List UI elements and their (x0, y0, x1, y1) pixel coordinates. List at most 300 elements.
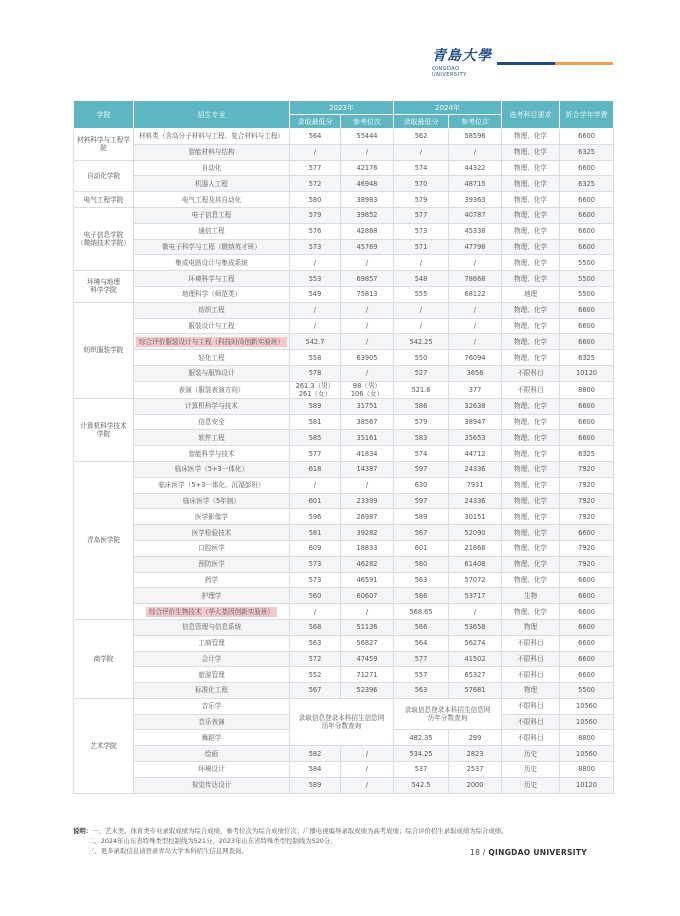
subject-requirement: 物理、化学 (502, 461, 560, 477)
min-score-2024: 564 (394, 635, 449, 651)
major-name: 音乐表演 (198, 718, 225, 727)
major-name: 会计学 (201, 654, 222, 663)
tuition-fee: 6325 (560, 176, 614, 192)
major-cell (134, 730, 290, 746)
min-score-2023: 578 (290, 365, 341, 381)
rank-2023: 60607 (341, 588, 394, 604)
page-footer (470, 848, 587, 857)
rank-2024: 47798 (449, 239, 502, 255)
college-cell: 材料科学与工程学院 (74, 129, 134, 161)
tuition-fee: 8800 (560, 381, 614, 398)
note-line-2: 二、2024年山东省特殊类型控制线为521分，2023年山东省特殊类型控制线为520分。 (88, 837, 337, 845)
major-name: 音乐学 (201, 702, 222, 711)
rank-2023: / (341, 777, 394, 793)
major-cell (134, 334, 290, 350)
rank-2023: 52396 (341, 683, 394, 699)
min-score-2023: 618 (290, 461, 341, 477)
min-score-2023: 580 (290, 192, 341, 208)
min-score-2023: 601 (290, 493, 341, 509)
rank-2023: 98（男） 106（女） (341, 381, 394, 398)
tuition-fee: 6600 (560, 572, 614, 588)
major-name: 信息管理与信息系统 (181, 623, 242, 632)
university-logo (432, 48, 494, 82)
header-college: 学院 (74, 101, 134, 129)
min-score-2023: 577 (290, 446, 341, 462)
subject-requirement: 物理、化学 (502, 556, 560, 572)
header-min-score-2024: 录取最低分 (394, 115, 449, 129)
min-score-2024: 566 (394, 588, 449, 604)
major-cell (134, 572, 290, 588)
table-row (74, 619, 614, 635)
major-cell (134, 144, 290, 160)
tuition-fee: 6600 (560, 239, 614, 255)
college-cell: 纺织服装学院 (74, 302, 134, 398)
subject-requirement: 物理、化学 (502, 192, 560, 208)
major-name: 绘画 (204, 749, 219, 758)
min-score-2023: 582 (290, 746, 341, 762)
min-score-2024: 527 (394, 365, 449, 381)
rank-2024: 30151 (449, 509, 502, 525)
major-name: 微电子科学与工程（微纳英才班） (162, 242, 261, 251)
rank-2023: / (341, 255, 394, 271)
major-cell (134, 667, 290, 683)
rank-2023: 45769 (341, 239, 394, 255)
subject-requirement: 不限科目 (502, 381, 560, 398)
table-row (74, 698, 614, 714)
tuition-fee: 6600 (560, 398, 614, 414)
min-score-2024: 586 (394, 398, 449, 414)
major-cell (134, 604, 290, 620)
major-cell (134, 365, 290, 381)
min-score-2024: 574 (394, 160, 449, 176)
min-score-2023: 581 (290, 525, 341, 541)
major-cell (134, 129, 290, 145)
rank-2024: 53717 (449, 588, 502, 604)
rank-2024: 21666 (449, 540, 502, 556)
min-score-2023: 579 (290, 207, 341, 223)
header-year-2024: 2024年 (394, 101, 502, 115)
major-name: 服装设计与工程 (188, 321, 235, 330)
min-score-2024: 577 (394, 651, 449, 667)
table-row (74, 588, 614, 604)
table-row (74, 192, 614, 208)
min-score-2024: / (394, 144, 449, 160)
header-major: 招生专业 (134, 101, 290, 129)
major-cell (134, 635, 290, 651)
rank-2023: / (341, 318, 394, 334)
major-cell (134, 350, 290, 366)
min-score-2024: 562 (394, 129, 449, 145)
min-score-2023: 563 (290, 635, 341, 651)
min-score-2024: 542.25 (394, 334, 449, 350)
subject-requirement: 不限科目 (502, 714, 560, 730)
major-name: 轻化工程 (198, 353, 225, 362)
rank-2023: 63905 (341, 350, 394, 366)
min-score-2024: / (394, 318, 449, 334)
header-rank-2023: 参考位次 (341, 115, 394, 129)
logo-english-text: QINGDAO UNIVERSITY (432, 66, 467, 78)
table-row (74, 350, 614, 366)
tuition-fee: 7920 (560, 477, 614, 493)
min-score-2024: 534.25 (394, 746, 449, 762)
min-score-2024: 542.5 (394, 777, 449, 793)
major-cell (134, 525, 290, 541)
rank-2024: / (449, 318, 502, 334)
rank-2024: 2000 (449, 777, 502, 793)
subject-requirement: 物理、化学 (502, 223, 560, 239)
table-row (74, 381, 614, 398)
major-cell (134, 493, 290, 509)
min-score-2024: 589 (394, 509, 449, 525)
subject-requirement: 历史 (502, 762, 560, 778)
table-row (74, 493, 614, 509)
table-row (74, 223, 614, 239)
rank-2023: 55444 (341, 129, 394, 145)
table-row (74, 604, 614, 620)
min-score-2024: 570 (394, 176, 449, 192)
rank-2024: 2537 (449, 762, 502, 778)
rank-2023: 69857 (341, 271, 394, 287)
rank-2024: / (449, 144, 502, 160)
subject-requirement: 不限科目 (502, 651, 560, 667)
tuition-fee: 5500 (560, 683, 614, 699)
table-row (74, 302, 614, 318)
min-score-2024: 568.65 (394, 604, 449, 620)
table-row (74, 271, 614, 287)
table-row (74, 540, 614, 556)
subject-requirement: 物理、化学 (502, 446, 560, 462)
rank-2024: 377 (449, 381, 502, 398)
college-cell: 青岛医学院 (74, 461, 134, 619)
subject-requirement: 不限科目 (502, 730, 560, 746)
college-cell: 艺术学院 (74, 698, 134, 793)
rank-2024: 58596 (449, 129, 502, 145)
major-cell (134, 255, 290, 271)
table-row (74, 525, 614, 541)
footer-separator: / (482, 848, 486, 857)
college-cell: 自动化学院 (74, 160, 134, 192)
major-cell (134, 651, 290, 667)
rank-2023: / (341, 746, 394, 762)
rank-2023: / (341, 334, 394, 350)
rank-2024: 56274 (449, 635, 502, 651)
min-score-2024: 574 (394, 446, 449, 462)
min-score-2023: 589 (290, 777, 341, 793)
rank-2023: 23399 (341, 493, 394, 509)
min-score-2023: 567 (290, 683, 341, 699)
tuition-fee: 10120 (560, 365, 614, 381)
min-score-2024: 579 (394, 192, 449, 208)
rank-2023: 47459 (341, 651, 394, 667)
major-name: 电子信息工程 (191, 211, 232, 220)
subject-requirement: 不限科目 (502, 365, 560, 381)
rank-2024: 24336 (449, 493, 502, 509)
min-score-2023: / (290, 144, 341, 160)
subject-requirement: 物理、化学 (502, 302, 560, 318)
subject-requirement: 物理、化学 (502, 430, 560, 446)
rank-2024: 78668 (449, 271, 502, 287)
major-name: 综合评价服装设计与工程（科技时尚创新实验班） (136, 337, 287, 347)
tuition-fee: 6600 (560, 334, 614, 350)
rank-2024: / (449, 604, 502, 620)
major-cell (134, 160, 290, 176)
subject-requirement: 物理、化学 (502, 334, 560, 350)
major-name: 医学检验技术 (191, 528, 232, 537)
notes-label: 说明： (73, 827, 93, 835)
min-score-2024: 597 (394, 493, 449, 509)
table-row (74, 430, 614, 446)
rank-2023: 38567 (341, 414, 394, 430)
min-score-2023: 564 (290, 129, 341, 145)
rank-2024: 44322 (449, 160, 502, 176)
art-note-2024: 录取信息登录本科招生信息网 历年分数查询 (394, 698, 502, 730)
table-row (74, 318, 614, 334)
rank-2023: / (341, 477, 394, 493)
subject-requirement: 地理 (502, 286, 560, 302)
tuition-fee: 6600 (560, 192, 614, 208)
tuition-fee: 10560 (560, 746, 614, 762)
tuition-fee: 6600 (560, 160, 614, 176)
min-score-2023: 581 (290, 414, 341, 430)
table-row (74, 777, 614, 793)
major-cell (134, 762, 290, 778)
subject-requirement: 历史 (502, 746, 560, 762)
table-row (74, 509, 614, 525)
major-name: 预防医学 (198, 560, 225, 569)
subject-requirement: 物理、化学 (502, 207, 560, 223)
min-score-2023: 609 (290, 540, 341, 556)
min-score-2023: 560 (290, 588, 341, 604)
major-cell (134, 192, 290, 208)
subject-requirement: 不限科目 (502, 635, 560, 651)
min-score-2023: 568 (290, 619, 341, 635)
major-name: 自动化 (201, 163, 222, 172)
rank-2023: 18833 (341, 540, 394, 556)
rank-2024: 44712 (449, 446, 502, 462)
tuition-fee: 7920 (560, 556, 614, 572)
subject-requirement: 物理、化学 (502, 540, 560, 556)
tuition-fee: 10120 (560, 777, 614, 793)
table-row (74, 176, 614, 192)
major-cell (134, 714, 290, 730)
subject-requirement: 物理 (502, 619, 560, 635)
table-row (74, 398, 614, 414)
min-score-2023: 573 (290, 556, 341, 572)
table-row (74, 446, 614, 462)
major-name: 口腔医学 (198, 544, 225, 553)
major-name: 表演（服装表演方向） (178, 385, 245, 394)
rank-2023: / (341, 365, 394, 381)
rank-2024: 52090 (449, 525, 502, 541)
major-cell (134, 556, 290, 572)
major-name: 标准化工程 (195, 686, 228, 695)
min-score-2024: 563 (394, 683, 449, 699)
table-row (74, 129, 614, 145)
min-score-2024: 555 (394, 286, 449, 302)
tuition-fee: 6600 (560, 588, 614, 604)
tuition-fee: 8800 (560, 762, 614, 778)
college-cell: 电气工程学院 (74, 192, 134, 208)
tuition-fee: 5500 (560, 271, 614, 287)
rank-2024: 35653 (449, 430, 502, 446)
rank-2023: 46948 (341, 176, 394, 192)
major-name: 环境设计 (198, 765, 225, 774)
major-cell (134, 477, 290, 493)
rank-2023: / (341, 604, 394, 620)
rank-2024: 45338 (449, 223, 502, 239)
major-cell (134, 302, 290, 318)
note-line-1: 一、艺术类、体育类专业录取成绩为综合成绩，参考位次为综合成绩位次；广播电视编导录取成绩为高考成绩；综合评价招生录取成绩为综合成绩。 (92, 827, 508, 835)
tuition-fee: 5500 (560, 286, 614, 302)
table-row (74, 286, 614, 302)
rank-2024: 53658 (449, 619, 502, 635)
min-score-2023: 552 (290, 667, 341, 683)
college-cell: 电子信息学院 （微纳技术学院） (74, 207, 134, 270)
table-row (74, 746, 614, 762)
min-score-2024: 630 (394, 477, 449, 493)
min-score-2024: 560 (394, 556, 449, 572)
table-row (74, 207, 614, 223)
major-name: 医学影像学 (195, 512, 228, 521)
subject-requirement: 物理、化学 (502, 160, 560, 176)
min-score-2024: 583 (394, 430, 449, 446)
subject-requirement: 物理、化学 (502, 398, 560, 414)
art-note-2023: 录取信息登录本科招生信息网 历年分数查询 (290, 698, 394, 745)
min-score-2023: 589 (290, 398, 341, 414)
rank-2024: 68122 (449, 286, 502, 302)
tuition-fee: 7920 (560, 461, 614, 477)
rank-2024: / (449, 334, 502, 350)
major-cell (134, 414, 290, 430)
major-name: 视觉传达设计 (191, 781, 232, 790)
tuition-fee: 6325 (560, 144, 614, 160)
rank-2024: 57681 (449, 683, 502, 699)
header-bar-blue (497, 62, 555, 65)
rank-2024: 38947 (449, 414, 502, 430)
major-name: 环境科学与工程 (188, 274, 235, 283)
major-cell (134, 398, 290, 414)
major-cell (134, 777, 290, 793)
table-row (74, 160, 614, 176)
subject-requirement: 物理、化学 (502, 318, 560, 334)
major-cell (134, 381, 290, 398)
header-subjects: 选考科目要求 (502, 101, 560, 129)
rank-2023: 41834 (341, 446, 394, 462)
min-score-2023: 584 (290, 762, 341, 778)
rank-2023: 75813 (341, 286, 394, 302)
note-line-3: 三、更多录取信息请登录青岛大学本科招生信息网查询。 (88, 847, 248, 855)
major-name: 材料类（含高分子材料与工程、复合材料与工程） (138, 132, 285, 141)
rank-2023: 46282 (341, 556, 394, 572)
min-score-2023: / (290, 477, 341, 493)
subject-requirement: 生物 (502, 588, 560, 604)
tuition-fee: 5500 (560, 255, 614, 271)
major-name: 地理科学（师范类） (181, 290, 242, 299)
rank-2023: 42176 (341, 160, 394, 176)
major-name: 信息安全 (198, 417, 225, 426)
subject-requirement: 物理 (502, 683, 560, 699)
subject-requirement: 物理、化学 (502, 176, 560, 192)
major-name: 药学 (204, 575, 219, 584)
rank-2024: 65327 (449, 667, 502, 683)
min-score-2024: 566 (394, 619, 449, 635)
min-score-2023: 573 (290, 239, 341, 255)
rank-2023: 42868 (341, 223, 394, 239)
major-name: 计算机科学与技术 (185, 402, 238, 411)
header-bar-orange (555, 62, 613, 65)
major-name: 护理学 (201, 591, 222, 600)
major-name: 机器人工程 (195, 179, 228, 188)
table-body (74, 129, 614, 794)
rank-2023: 39282 (341, 525, 394, 541)
rank-2023: 56827 (341, 635, 394, 651)
min-score-2024: 550 (394, 350, 449, 366)
rank-2024: 7931 (449, 477, 502, 493)
tuition-fee: 6325 (560, 446, 614, 462)
major-cell (134, 509, 290, 525)
header-fee: 折合学年学费 (560, 101, 614, 129)
major-name: 软件工程 (198, 433, 225, 442)
table-row (74, 334, 614, 350)
footer-brand: QINGDAO UNIVERSITY (488, 848, 587, 857)
min-score-2023: 558 (290, 350, 341, 366)
rank-2023: / (341, 144, 394, 160)
major-cell (134, 540, 290, 556)
min-score-2023: 577 (290, 160, 341, 176)
min-score-2023: / (290, 318, 341, 334)
major-cell (134, 619, 290, 635)
min-score-2024: 548 (394, 271, 449, 287)
rank-2024: 40787 (449, 207, 502, 223)
tuition-fee: 6600 (560, 619, 614, 635)
major-cell (134, 176, 290, 192)
min-score-2023: 261.3（男） 261（女） (290, 381, 341, 398)
major-name: 纺织工程 (198, 306, 225, 315)
min-score-2024: 521.6 (394, 381, 449, 398)
subject-requirement: 物理、化学 (502, 509, 560, 525)
major-name: 智能科学与技术 (188, 449, 235, 458)
table-row (74, 239, 614, 255)
admission-score-table (73, 100, 614, 794)
min-score-2023: 573 (290, 572, 341, 588)
tuition-fee: 6600 (560, 604, 614, 620)
min-score-2023: 576 (290, 223, 341, 239)
rank-2023: 38983 (341, 192, 394, 208)
rank-2023: 14387 (341, 461, 394, 477)
min-score-2023: 585 (290, 430, 341, 446)
table-row (74, 651, 614, 667)
min-score-2024: 597 (394, 461, 449, 477)
major-name: 综合评价生物技术（华大基因创新实验班） (146, 607, 277, 617)
tuition-fee: 6600 (560, 651, 614, 667)
min-score-2023: 542.7 (290, 334, 341, 350)
tuition-fee: 6600 (560, 207, 614, 223)
rank-2024: 76094 (449, 350, 502, 366)
college-cell: 商学院 (74, 619, 134, 698)
min-score-2024: 537 (394, 762, 449, 778)
rank-2024: 41502 (449, 651, 502, 667)
min-score-2023: / (290, 604, 341, 620)
rank-2023: 26987 (341, 509, 394, 525)
min-score-2024: 571 (394, 239, 449, 255)
major-cell (134, 239, 290, 255)
subject-requirement: 物理、化学 (502, 525, 560, 541)
major-cell (134, 286, 290, 302)
min-score-2023: 572 (290, 176, 341, 192)
rank-2023: 35161 (341, 430, 394, 446)
min-score-2023: 596 (290, 509, 341, 525)
tuition-fee: 6600 (560, 667, 614, 683)
